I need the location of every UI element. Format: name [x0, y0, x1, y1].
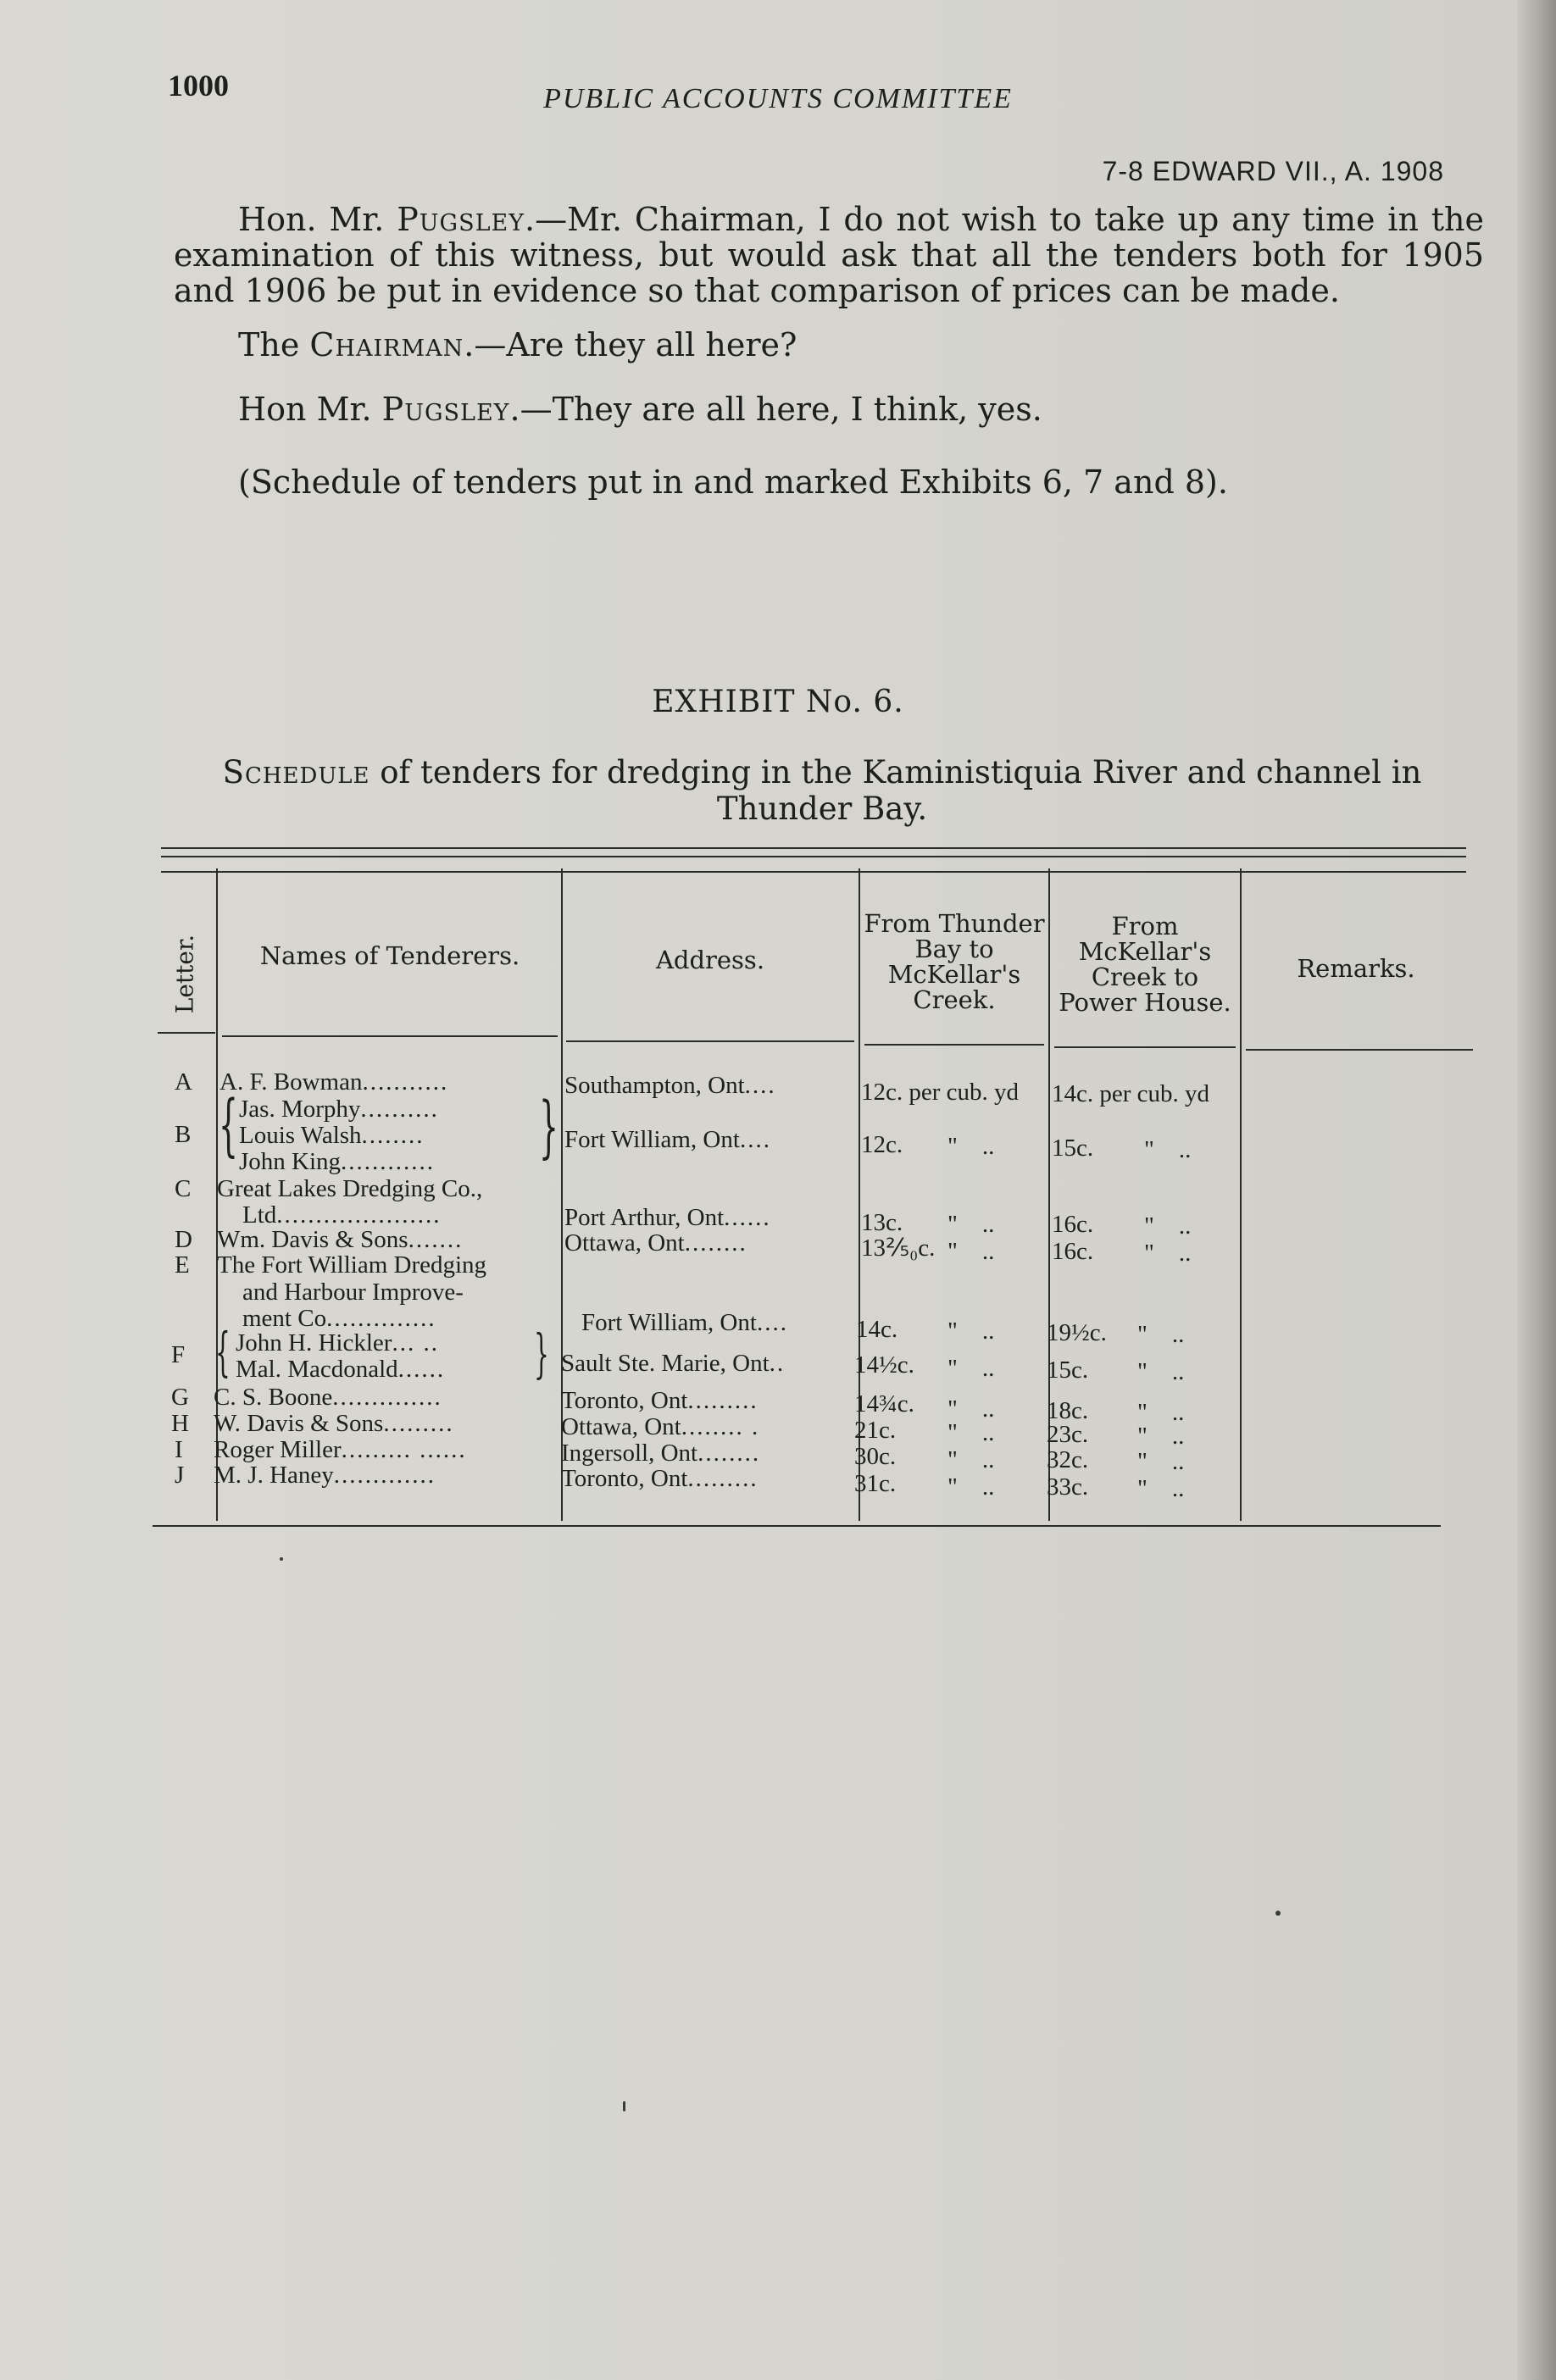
- table-top-rule-2: [161, 856, 1466, 857]
- paper-speck: [623, 2101, 625, 2111]
- header-underline-remarks: [1246, 1049, 1473, 1051]
- row-a-name: A. F. Bowman...........: [220, 1068, 449, 1096]
- header-underline-names: [222, 1035, 558, 1037]
- row-a-address: Southampton, Ont....: [564, 1072, 776, 1099]
- paper-speck: [280, 1557, 283, 1561]
- row-b-left-brace: {: [219, 1085, 238, 1164]
- row-b-name-2: Louis Walsh........: [239, 1122, 425, 1149]
- row-d-address: Ottawa, Ont........: [564, 1229, 747, 1257]
- row-h-letter: H: [171, 1410, 189, 1437]
- row-b-mckellar: 15c.: [1052, 1135, 1094, 1162]
- row-j-thunder-bay-ditto: " ..: [947, 1473, 995, 1501]
- table-top-rule-3: [161, 871, 1466, 873]
- row-d-thunder-bay: 13⅖₀c.: [861, 1234, 936, 1262]
- row-c-name-2: Ltd.....................: [242, 1201, 442, 1229]
- row-c-mckellar: 16c.: [1052, 1211, 1094, 1238]
- row-d-mckellar-ditto: " ..: [1144, 1240, 1192, 1267]
- row-f-letter: F: [171, 1341, 186, 1368]
- header-underline-thunder-bay: [864, 1044, 1044, 1046]
- row-e-letter: E: [175, 1251, 190, 1279]
- row-g-mckellar: 18c.: [1047, 1397, 1089, 1424]
- row-f-left-brace: {: [215, 1321, 231, 1383]
- page-number: 1000: [168, 69, 229, 103]
- row-i-address: Ingersoll, Ont........: [561, 1440, 761, 1467]
- running-title: PUBLIC ACCOUNTS COMMITTEE: [543, 83, 1013, 114]
- row-j-mckellar: 33c.: [1047, 1473, 1089, 1501]
- row-h-thunder-bay-ditto: " ..: [947, 1419, 995, 1446]
- row-i-thunder-bay-ditto: " ..: [947, 1446, 995, 1473]
- header-thunder-bay: From Thunder Bay to McKellar's Creek.: [864, 909, 1045, 1014]
- row-g-thunder-bay: 14¾c.: [854, 1390, 914, 1417]
- row-e-name-2: and Harbour Improve-: [242, 1279, 464, 1306]
- row-a-mckellar: 14c. per cub. yd: [1052, 1080, 1210, 1107]
- header-underline-mckellar: [1054, 1046, 1236, 1048]
- row-f-name-1: John H. Hickler... ..: [236, 1329, 439, 1356]
- book-spine-edge: [1517, 0, 1556, 2380]
- row-d-letter: D: [175, 1226, 192, 1253]
- row-b-thunder-bay: 12c.: [861, 1131, 903, 1158]
- row-g-name: C. S. Boone..............: [214, 1384, 442, 1411]
- row-d-thunder-bay-ditto: " ..: [947, 1238, 995, 1265]
- row-i-name: Roger Miller......... ......: [214, 1436, 467, 1463]
- row-f-thunder-bay-ditto: " ..: [947, 1355, 995, 1382]
- row-e-thunder-bay: 14c.: [856, 1316, 898, 1343]
- row-g-thunder-bay-ditto: " ..: [947, 1395, 995, 1423]
- table-top-rule-1: [161, 847, 1466, 849]
- column-divider-5: [1240, 868, 1242, 1521]
- row-b-name-3: John King............: [239, 1148, 436, 1175]
- session-line: 7-8 EDWARD VII., A. 1908: [1102, 156, 1444, 186]
- row-e-thunder-bay-ditto: " ..: [947, 1318, 995, 1345]
- row-c-name-1: Great Lakes Dredging Co.,: [217, 1175, 483, 1202]
- header-mckellar: From McKellar's Creek to Power House.: [1059, 912, 1231, 1017]
- header-letter: Letter.: [170, 934, 199, 1014]
- row-h-thunder-bay: 21c.: [854, 1417, 897, 1444]
- header-remarks: Remarks.: [1297, 954, 1415, 983]
- row-j-mckellar-ditto: " ..: [1137, 1475, 1185, 1502]
- row-d-mckellar: 16c.: [1052, 1238, 1094, 1265]
- row-j-address: Toronto, Ont.........: [561, 1465, 759, 1492]
- row-i-thunder-bay: 30c.: [854, 1443, 897, 1470]
- row-h-name: W. Davis & Sons.........: [214, 1410, 454, 1437]
- row-b-mckellar-ditto: " ..: [1144, 1136, 1192, 1163]
- row-i-letter: I: [175, 1436, 183, 1463]
- row-g-mckellar-ditto: " ..: [1137, 1399, 1185, 1426]
- row-c-thunder-bay-ditto: " ..: [947, 1211, 995, 1238]
- row-d-name: Wm. Davis & Sons.......: [217, 1226, 464, 1253]
- row-h-mckellar: 23c.: [1047, 1421, 1089, 1448]
- row-c-thunder-bay: 13c.: [861, 1209, 903, 1236]
- row-j-name: M. J. Haney.............: [214, 1462, 436, 1489]
- row-b-address: Fort William, Ont....: [564, 1126, 771, 1153]
- row-b-right-brace: }: [539, 1087, 558, 1166]
- paragraph-pugsley-request: Hon. Mr. Pugsley.—Mr. Chairman, I do not wish to take up any time in the examination of this witness, but would ask that all the tenders both for 1905 and 1906 be put in evidence so that comparison of prices can be made.: [174, 201, 1484, 309]
- row-e-name-1: The Fort William Dredging: [217, 1251, 487, 1279]
- row-i-mckellar-ditto: " ..: [1137, 1448, 1185, 1475]
- schedule-caption: Schedule of tenders for dredging in the Kaministiquia River and channel in Thunder Bay.: [222, 754, 1422, 827]
- row-f-right-brace: }: [534, 1323, 549, 1384]
- paragraph-pugsley-answer: Hon Mr. Pugsley.—They are all here, I think, yes.: [238, 391, 1042, 428]
- header-address: Address.: [655, 946, 765, 974]
- table-bottom-rule: [153, 1525, 1441, 1527]
- row-j-thunder-bay: 31c.: [854, 1470, 897, 1497]
- header-names: Names of Tenderers.: [259, 941, 520, 970]
- row-f-mckellar: 15c.: [1047, 1356, 1089, 1384]
- row-e-mckellar-ditto: " ..: [1137, 1321, 1185, 1348]
- row-a-letter: A: [175, 1068, 192, 1096]
- row-g-letter: G: [171, 1384, 189, 1411]
- row-c-letter: C: [175, 1175, 192, 1202]
- row-j-letter: J: [175, 1462, 185, 1489]
- paragraph-chairman-question: The Chairman.—Are they all here?: [238, 326, 797, 363]
- row-e-mckellar: 19½c.: [1047, 1319, 1107, 1346]
- row-e-name-3: ment Co..............: [242, 1305, 436, 1332]
- row-e-address: Fort William, Ont....: [581, 1309, 788, 1336]
- row-i-mckellar: 32c.: [1047, 1446, 1089, 1473]
- row-b-name-1: Jas. Morphy..........: [239, 1096, 439, 1123]
- row-a-thunder-bay: 12c. per cub. yd: [861, 1079, 1020, 1106]
- paragraph-exhibits-note: (Schedule of tenders put in and marked Exhibits 6, 7 and 8).: [238, 463, 1228, 501]
- paper-speck: [1275, 1911, 1281, 1916]
- row-c-address: Port Arthur, Ont......: [564, 1204, 771, 1231]
- exhibit-title: EXHIBIT No. 6.: [652, 685, 904, 719]
- row-f-name-2: Mal. Macdonald......: [236, 1356, 446, 1383]
- row-b-letter: B: [175, 1121, 192, 1148]
- row-h-address: Ottawa, Ont........ .: [561, 1413, 760, 1440]
- row-f-address: Sault Ste. Marie, Ont..: [561, 1350, 786, 1377]
- header-underline-address: [566, 1040, 854, 1042]
- row-f-thunder-bay: 14½c.: [854, 1351, 914, 1379]
- header-underline-letter: [158, 1032, 215, 1034]
- row-b-thunder-bay-ditto: " ..: [947, 1133, 995, 1160]
- row-h-mckellar-ditto: " ..: [1137, 1423, 1185, 1450]
- row-f-mckellar-ditto: " ..: [1137, 1358, 1185, 1385]
- row-g-address: Toronto, Ont.........: [561, 1387, 759, 1414]
- row-c-mckellar-ditto: " ..: [1144, 1212, 1192, 1240]
